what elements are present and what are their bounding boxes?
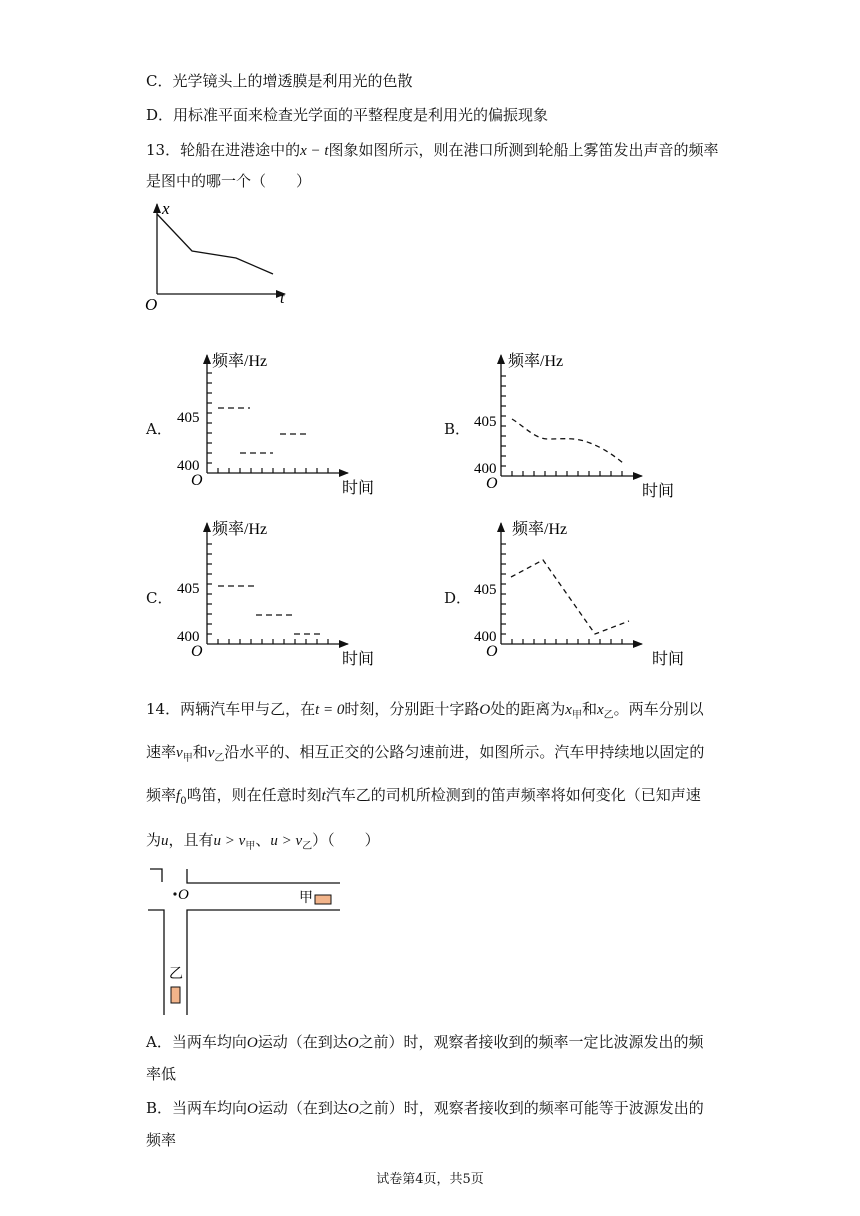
q14-line-2 [146,741,704,764]
a-origin: O [191,472,203,489]
d-405: 405 [474,582,497,598]
q14-f: f [176,788,181,804]
option-c-label: C． [146,589,173,607]
a-ylabel: 频率/Hz [212,353,268,370]
q14-sub-yi: 乙 [603,710,614,721]
q14-and-2: 和 [192,743,208,761]
b-400: 400 [474,461,497,477]
c-ylabel: 频率/Hz [212,521,268,538]
option-c-prev: C．光学镜头上的增透膜是利用光的色散 [146,72,413,90]
q14-option-b-line-2: 频率 [146,1131,177,1149]
b-curve [512,419,623,463]
q14-x-yi: x [596,702,604,718]
car-yi-label: 乙 [169,967,183,982]
xt-x-label: t [280,290,285,307]
car-yi [171,987,180,1003]
q14-a-text-1: A．当两车均向 [146,1033,247,1051]
q14-text-1c: 处的距离为 [490,700,566,718]
option-b-label: B． [444,420,471,438]
d-origin: O [486,643,498,660]
q14-x-jia: x [565,702,572,718]
xt-curve [157,214,273,274]
q14-text-2b: 沿水平的、相互正交的公路匀速前进，如图所示。汽车甲持续地以固定的 [224,743,705,761]
q14-b-o: O [247,1101,258,1117]
q14-text-4c: ）（ ） [312,831,380,849]
d-curve [511,560,629,634]
q14-text-1a: 14．两辆汽车甲与乙，在 [146,700,316,718]
graph-a [170,345,390,500]
origin-dot [173,892,176,895]
q14-a-o2: O [347,1035,359,1051]
q14-b-o2: O [347,1101,359,1117]
q14-text-1d: 。两车分别以 [613,700,704,718]
q13-line-1 [146,139,719,160]
q14-f-sub: 0 [180,796,187,807]
graph-d [470,513,690,671]
car-jia-label: 甲 [299,891,313,906]
q14-text-3a: 频率 [146,786,177,804]
q13-line-2: 是图中的哪一个（ ） [146,172,312,190]
q14-text-4b: ，且有 [168,831,214,849]
xt-y-label: x [162,199,170,218]
q14-b-text-2: 运动（在到达 [257,1099,348,1117]
option-d-label: D． [444,589,472,607]
crossroad-diagram [140,865,350,1025]
c-xlabel: 时间 [342,651,375,668]
q14-sep: 、 [255,831,271,849]
d-ylabel: 频率/Hz [512,521,568,538]
q13-text-a: 13．轮船在进港途中的 [146,141,301,159]
a-400: 400 [177,458,200,474]
q14-sub-jia: 甲 [571,710,582,721]
q14-v-jia: v [176,745,183,761]
q14-cond-2: u > v [270,833,303,849]
q14-option-b-line-1 [146,1097,704,1118]
a-xlabel: 时间 [342,480,375,497]
q14-b-text-3: 之前）时，观察者接收到的频率可能等于波源发出的 [358,1099,704,1117]
q14-sub-yi-4: 乙 [302,841,313,852]
c-405: 405 [177,581,200,597]
q14-text-3c: 汽车乙的司机所检测到的笛声频率将如何变化（已知声速 [325,786,701,804]
b-xlabel: 时间 [642,483,675,500]
q14-cond-1: u > v [213,833,246,849]
q14-u: u [161,833,169,849]
q14-a-o: O [246,1035,258,1051]
q14-o: O [479,702,491,718]
page-footer: 试卷第4页，共5页 [376,1172,484,1187]
q14-text-1b: 时刻，分别距十字路 [344,700,480,718]
q14-sub-jia-4: 甲 [245,841,256,852]
c-origin: O [191,643,203,660]
q14-a-text-3: 之前）时，观察者接收到的频率一定比波源发出的频 [358,1033,704,1051]
q14-t: t [321,788,326,804]
d-400: 400 [474,629,497,645]
q14-v-yi: v [207,745,215,761]
xt-origin: O [145,295,158,313]
q14-option-a-line-2: 率低 [146,1065,177,1083]
q14-option-a-line-1 [146,1031,704,1052]
q14-sub-yi-2: 乙 [214,753,225,764]
car-jia [315,895,331,904]
q14-a-text-2: 运动（在到达 [257,1033,348,1051]
q14-t0: t = 0 [315,702,345,718]
graph-b [470,345,690,503]
a-405: 405 [177,410,200,426]
q13-text-b: 图象如图所示，则在港口所测到轮船上雾笛发出声音的频率 [328,141,719,159]
q14-text-4a: 为 [146,831,162,849]
q14-text-3b: 鸣笛，则在任意时刻 [186,786,322,804]
q14-and: 和 [581,700,597,718]
graph-c [170,513,390,671]
option-d-prev: D．用标准平面来检查光学面的平整程度是利用光的偏振现象 [146,106,549,124]
b-ylabel: 频率/Hz [508,353,564,370]
q14-line-1 [146,698,704,721]
q14-sub-jia-2: 甲 [182,753,193,764]
q14-b-text-1: B．当两车均向 [146,1099,248,1117]
d-xlabel: 时间 [652,651,685,668]
xt-graph [140,198,300,313]
option-a-label: A． [146,420,172,438]
q13-xt: x − t [300,143,329,159]
q14-text-2a: 速率 [146,743,177,761]
q14-line-3 [146,784,701,807]
b-origin: O [486,475,498,492]
c-400: 400 [177,629,200,645]
q14-line-4 [146,829,380,852]
crossroad-origin: O [178,887,189,903]
b-405: 405 [474,414,497,430]
